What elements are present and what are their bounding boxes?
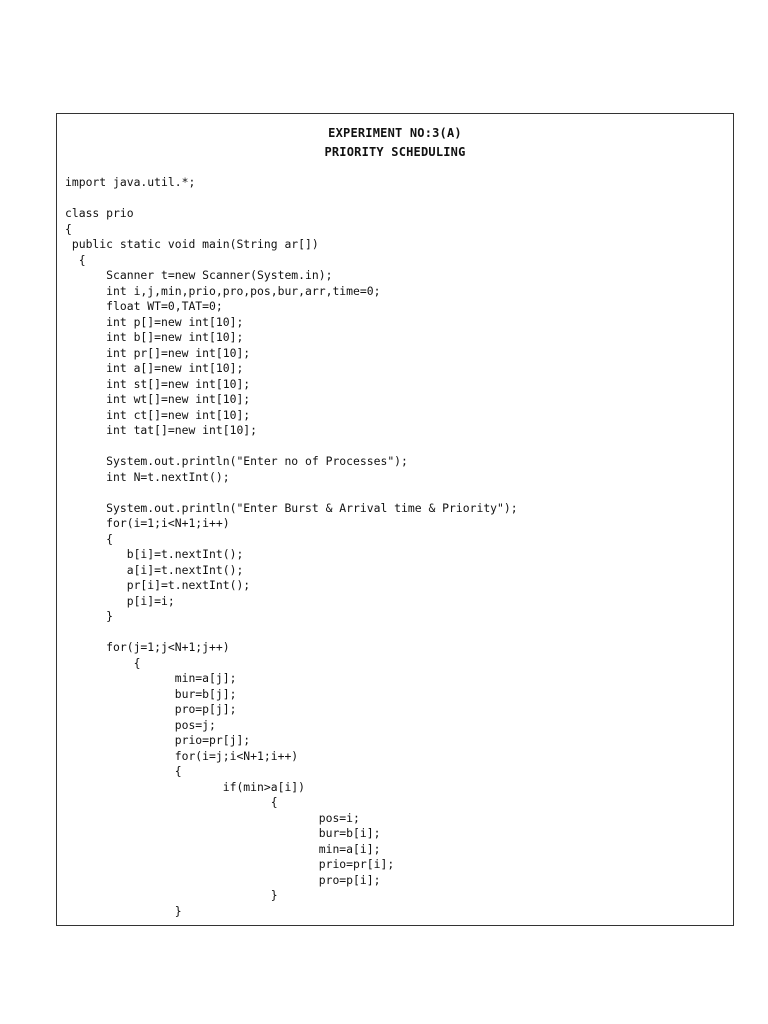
experiment-title: EXPERIMENT NO:3(A) xyxy=(328,126,462,140)
code-line: pos=i; xyxy=(65,810,360,825)
document-page xyxy=(56,113,734,926)
code-line: int p[]=new int[10]; xyxy=(65,314,244,329)
code-line: for(i=j;i<N+1;i++) xyxy=(65,748,299,763)
code-line: int st[]=new int[10]; xyxy=(65,376,251,391)
code-line: int N=t.nextInt(); xyxy=(65,469,230,484)
code-line xyxy=(65,485,518,501)
code-line: { xyxy=(65,795,278,809)
code-line: { xyxy=(65,221,72,236)
code-line: class prio xyxy=(65,206,134,220)
code-line xyxy=(65,439,518,455)
code-line: a[i]=t.nextInt(); xyxy=(65,562,244,577)
code-line: public static void main(String ar[]) xyxy=(65,237,319,251)
code-listing xyxy=(65,175,518,919)
code-line: prio=pr[i]; xyxy=(65,857,395,871)
code-line: int a[]=new int[10]; xyxy=(65,361,244,375)
code-line: { xyxy=(65,531,114,546)
code-line: bur=b[j]; xyxy=(65,686,237,701)
code-line: prio=pr[j]; xyxy=(65,733,251,747)
code-line: int wt[]=new int[10]; xyxy=(65,392,251,406)
code-line: int tat[]=new int[10]; xyxy=(65,423,258,437)
code-line: if(min>a[i]) xyxy=(65,779,306,794)
code-line: System.out.println("Enter no of Processes"); xyxy=(65,454,408,468)
code-line: int pr[]=new int[10]; xyxy=(65,345,251,360)
code-line: } xyxy=(65,609,114,623)
code-line: Scanner t=new Scanner(System.in); xyxy=(65,268,333,282)
code-line: b[i]=t.nextInt(); xyxy=(65,547,244,561)
code-line: bur=b[i]; xyxy=(65,826,381,840)
code-line xyxy=(65,191,518,207)
code-line: System.out.println("Enter Burst & Arrival time & Priority"); xyxy=(65,500,518,515)
code-line xyxy=(65,625,518,641)
code-line: for(j=1;j<N+1;j++) xyxy=(65,640,230,654)
code-line: float WT=0,TAT=0; xyxy=(65,299,223,313)
code-line: { xyxy=(65,252,86,267)
code-line: int ct[]=new int[10]; xyxy=(65,407,251,422)
experiment-subtitle: PRIORITY SCHEDULING xyxy=(324,145,466,159)
code-line: min=a[i]; xyxy=(65,841,381,856)
code-line: { xyxy=(65,764,182,778)
document-header xyxy=(57,124,733,162)
code-line: import java.util.*; xyxy=(65,175,196,189)
code-line: } xyxy=(65,888,278,902)
code-line: pro=p[j]; xyxy=(65,702,237,716)
code-line: for(i=1;i<N+1;i++) xyxy=(65,516,230,530)
code-line: pos=j; xyxy=(65,717,216,732)
code-line: } xyxy=(65,903,182,918)
code-line: { xyxy=(65,655,141,670)
code-line: min=a[j]; xyxy=(65,671,237,685)
code-line: int i,j,min,prio,pro,pos,bur,arr,time=0; xyxy=(65,283,381,298)
code-line: p[i]=i; xyxy=(65,593,175,608)
code-line: pro=p[i]; xyxy=(65,872,381,887)
code-line: int b[]=new int[10]; xyxy=(65,330,244,344)
code-line: pr[i]=t.nextInt(); xyxy=(65,578,251,592)
